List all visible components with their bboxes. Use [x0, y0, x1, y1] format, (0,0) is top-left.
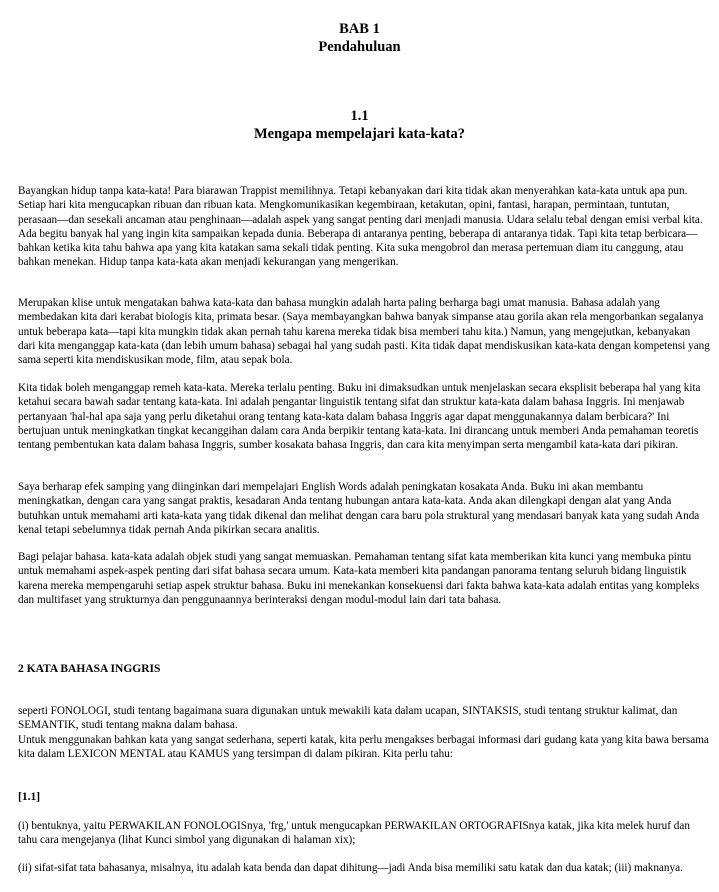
list-item-2: (ii) sifat-sifat tata bahasanya, misalnya, itu adalah kata benda dan dapat dihitung—jadi Anda bisa memiliki satu katak dan dua katak; (iii) maknanya.: [18, 862, 683, 874]
chapter-label: BAB 1: [339, 21, 380, 37]
paragraph-1: Bayangkan hidup tanpa kata-kata! Para biarawan Trappist memilihnya. Tetapi kebanyakan dari kita tidak akan menyerahkan kata-kata untuk apa pun. Setiap hari kita mengucapkan ribuan dan ribuan kata. Mengkomunikasikan kegembiraan, ketakutan, opini, fantasi, harapan, permintaan, tuntutan, perasaan—dan sesekali ancaman atau penghinaan—adalah aspek yang sangat penting dari menjadi manusia. Udara selalu tebal dengan emisi verbal kita. Ada begitu banyak hal yang ingin kita sampaikan kepada dunia. Beberapa di antaranya penting, beberapa di antaranya tidak. Tapi kita tetap berbicara—bahkan ketika kita tahu bahwa apa yang kita katakan sama sekali tidak penting. Kita suka mengobrol dan merasa pertemuan diam itu canggung, atau bahkan menekan. Hidup tanpa kata-kata akan menjadi kekurangan yang mengerikan.: [18, 185, 703, 269]
section-2-heading: 2 KATA BAHASA INGGRIS: [18, 663, 161, 675]
paragraph-3: Kita tidak boleh menganggap remeh kata-kata. Mereka terlalu penting. Buku ini dimaksudkan untuk menjelaskan secara eksplisit beberapa hal yang kita ketahui secara bawah sadar tentang kata-kata. Ini adalah pengantar linguistik tentang sifat dan struktur kata-kata dalam bahasa Inggris. Ini menjawab pertanyaan 'hal-hal apa saja yang perlu diketahui orang tentang kata-kata dalam bahasa Inggris agar dapat menggunakannya dalam berbicara?' Ini bertujuan untuk meningkatkan tingkat kecanggihan dalam cara Anda berpikir tentang kata-kata. Ini dirancang untuk memberi Anda pemahaman teoretis tentang pembentukan kata dalam bahasa Inggris, sumber kosakata bahasa Inggris, dan cara kita menyimpan serta mengambil kata-kata dari pikiran.: [18, 382, 701, 452]
chapter-title: Pendahuluan: [318, 39, 401, 55]
section-title: Mengapa mempelajari kata-kata?: [253, 126, 466, 142]
example-label: [1.1]: [18, 791, 41, 803]
list-item-1: (i) bentuknya, yaitu PERWAKILAN FONOLOGISnya, 'frg,' untuk mengucapkan PERWAKILAN ORTOGRAFISnya katak, jika kita melek huruf dan tahu cara mengejanya (lihat Kunci simbol yang digunakan di halaman xix);: [18, 820, 690, 847]
paragraph-2: Merupakan klise untuk mengatakan bahwa kata-kata dan bahasa mungkin adalah harta paling berharga bagi umat manusia. Bahasa adalah yang membedakan kita dari kerabat biologis kita, primata besar. (Saya membayangkan bahwa banyak simpanse atau gorila akan rela mengorbankan segalanya untuk beberapa kata—tapi kita mungkin tidak akan pernah tahu karena mereka tidak bisa memberi tahu kita.) Namun, yang mengejutkan, kebanyakan dari kita menganggap kata-kata (dan lebih umum bahasa) sebagai hal yang sudah pasti. Kita tidak dapat mendiskusikan kata-kata dengan kompetensi yang sama seperti kita mendiskusikan mode, film, atau sepak bola.: [18, 297, 710, 367]
paragraph-4: Saya berharap efek samping yang diinginkan dari mempelajari English Words adalah peningkatan kosakata Anda. Buku ini akan membantu meningkatkan, dengan cara yang sangat praktis, kesadaran Anda tentang hubungan antara kata-kata. Anda akan dilengkapi dengan alat yang Anda butuhkan untuk memahami arti kata-kata yang tidak dikenal dan melihat dengan cara baru pola struktural yang mendasari banyak kata yang sudah Anda kenal tetapi sebelumnya tidak pernah Anda pikirkan secara analitis.: [18, 481, 700, 536]
section-number: 1.1: [350, 108, 369, 124]
section-2-paragraph-2: Untuk menggunakan bahkan kata yang sangat sederhana, seperti katak, kita perlu mengakses berbagai informasi dari gudang kata yang kita bawa bersama kita dalam LEXICON MENTAL atau KAMUS yang tersimpan di dalam pikiran. Kita perlu tahu:: [18, 734, 709, 761]
paragraph-5: Bagi pelajar bahasa. kata-kata adalah objek studi yang sangat memuaskan. Pemahaman tentang sifat kata memberikan kita kunci yang membuka pintu untuk memahami aspek-aspek penting dari sifat bahasa secara umum. Kata-kata memberi kita pandangan panorama tentang seluruh bidang linguistik karena mereka mempengaruhi setiap aspek struktur bahasa. Buku ini menekankan konsekuensi dari fakta bahwa kata-kata adalah entitas yang kompleks dan multifaset yang strukturnya dan penggunaannya berinteraksi dengan modul-modul lain dari tata bahasa.: [18, 551, 700, 606]
section-2-paragraph: seperti FONOLOGI, studi tentang bagaimana suara digunakan untuk mewakili kata dalam ucapan, SINTAKSIS, studi tentang struktur kalimat, dan SEMANTIK, studi tentang makna dalam bahasa.: [18, 705, 678, 732]
